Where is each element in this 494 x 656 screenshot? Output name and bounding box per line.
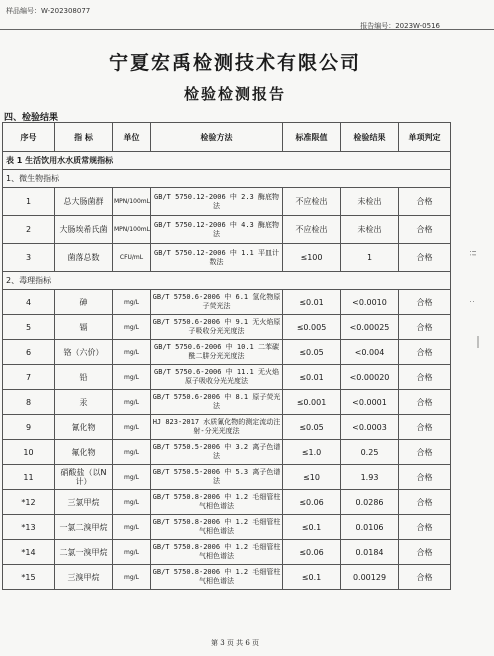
table-row <box>3 244 451 272</box>
verdict: 合格 <box>399 188 451 216</box>
verdict: 合格 <box>399 415 451 440</box>
row-number: 6 <box>3 340 55 365</box>
unit: mg/L <box>113 540 151 565</box>
row-number: 7 <box>3 365 55 390</box>
unit: mg/L <box>113 315 151 340</box>
section-title: 四、检验结果 <box>4 113 59 123</box>
indicator-name: 三溴甲烷 <box>55 565 113 590</box>
table-row <box>3 415 451 440</box>
row-number: 5 <box>3 315 55 340</box>
test-method: GB/T 5750.8-2006 中 1.2 毛细管柱气相色谱法 <box>151 490 283 515</box>
table-title: 表 1 生活饮用水水质常规指标 <box>3 152 451 170</box>
row-number: 9 <box>3 415 55 440</box>
verdict: 合格 <box>399 244 451 272</box>
row-number: 3 <box>3 244 55 272</box>
indicator-name: 总大肠菌群 <box>55 188 113 216</box>
standard-limit: ≤0.005 <box>283 315 341 340</box>
test-method: GB/T 5750.12-2006 中 2.3 酶底物法 <box>151 188 283 216</box>
group-title: 2、毒理指标 <box>3 272 451 290</box>
results-table <box>2 122 451 590</box>
unit: CFU/mL <box>113 244 151 272</box>
standard-limit: ≤100 <box>283 244 341 272</box>
test-method: GB/T 5750.6-2006 中 10.1 二苯碳酰二肼分光光度法 <box>151 340 283 365</box>
verdict: 合格 <box>399 216 451 244</box>
test-result: <0.00020 <box>341 365 399 390</box>
indicator-name: 菌落总数 <box>55 244 113 272</box>
unit: mg/L <box>113 440 151 465</box>
unit: mg/L <box>113 515 151 540</box>
indicator-name: 砷 <box>55 290 113 315</box>
test-result: 0.0184 <box>341 540 399 565</box>
table-row <box>3 365 451 390</box>
table-header-row <box>3 123 451 152</box>
standard-limit: ≤0.05 <box>283 340 341 365</box>
indicator-name: 三氯甲烷 <box>55 490 113 515</box>
verdict: 合格 <box>399 365 451 390</box>
row-number: 10 <box>3 440 55 465</box>
col-header: 标准限值 <box>283 123 341 152</box>
report-number: 报告编号：2023W-0516 <box>360 22 440 30</box>
test-result: 0.0106 <box>341 515 399 540</box>
test-method: GB/T 5750.12-2006 中 1.1 平皿计数法 <box>151 244 283 272</box>
verdict: 合格 <box>399 340 451 365</box>
test-result: <0.004 <box>341 340 399 365</box>
verdict: 合格 <box>399 540 451 565</box>
verdict: 合格 <box>399 465 451 490</box>
unit: MPN/100mL <box>113 216 151 244</box>
unit: MPN/100mL <box>113 188 151 216</box>
verdict: 合格 <box>399 290 451 315</box>
verdict: 合格 <box>399 390 451 415</box>
page-footer: 第 3 页 共 6 页 <box>210 639 260 647</box>
test-method: GB/T 5750.5-2006 中 3.2 离子色谱法 <box>151 440 283 465</box>
standard-limit: ≤1.0 <box>283 440 341 465</box>
table-row <box>3 540 451 565</box>
report-title: 检验检测报告 <box>183 85 286 103</box>
test-result: <0.0010 <box>341 290 399 315</box>
unit: mg/L <box>113 565 151 590</box>
table-row <box>3 465 451 490</box>
indicator-name: 铅 <box>55 365 113 390</box>
test-result: 0.00129 <box>341 565 399 590</box>
table-row <box>3 188 451 216</box>
test-method: GB/T 5750.5-2006 中 5.3 离子色谱法 <box>151 465 283 490</box>
test-result: 0.0286 <box>341 490 399 515</box>
table-row <box>3 440 451 465</box>
table-row <box>3 315 451 340</box>
indicator-name: 硝酸盐（以N计） <box>55 465 113 490</box>
verdict: 合格 <box>399 315 451 340</box>
standard-limit: ≤0.01 <box>283 365 341 390</box>
unit: mg/L <box>113 415 151 440</box>
group-title: 1、微生物指标 <box>3 170 451 188</box>
test-method: GB/T 5750.12-2006 中 4.3 酶底物法 <box>151 216 283 244</box>
row-number: 11 <box>3 465 55 490</box>
table-row <box>3 490 451 515</box>
sample-number: 样品编号：W-202308077 <box>6 7 91 15</box>
unit: mg/L <box>113 490 151 515</box>
unit: mg/L <box>113 390 151 415</box>
test-result: <0.00025 <box>341 315 399 340</box>
svg-text:!!: !! <box>468 250 477 257</box>
indicator-name: 镉 <box>55 315 113 340</box>
table-row <box>3 515 451 540</box>
standard-limit: ≤0.001 <box>283 390 341 415</box>
standard-limit: ≤0.05 <box>283 415 341 440</box>
test-result: 0.25 <box>341 440 399 465</box>
row-number: *15 <box>3 565 55 590</box>
table-row <box>3 340 451 365</box>
indicator-name: 大肠埃希氏菌 <box>55 216 113 244</box>
col-header: 单项判定 <box>399 123 451 152</box>
col-header: 检验结果 <box>341 123 399 152</box>
verdict: 合格 <box>399 565 451 590</box>
col-header: 指 标 <box>55 123 113 152</box>
verdict: 合格 <box>399 440 451 465</box>
row-number: *14 <box>3 540 55 565</box>
row-number: *12 <box>3 490 55 515</box>
test-method: GB/T 5750.8-2006 中 1.2 毛细管柱气相色谱法 <box>151 565 283 590</box>
svg-text::: : <box>468 300 477 303</box>
test-method: GB/T 5750.8-2006 中 1.2 毛细管柱气相色谱法 <box>151 515 283 540</box>
standard-limit: 不应检出 <box>283 216 341 244</box>
standard-limit: ≤10 <box>283 465 341 490</box>
unit: mg/L <box>113 365 151 390</box>
row-number: 1 <box>3 188 55 216</box>
test-method: GB/T 5750.8-2006 中 1.2 毛细管柱气相色谱法 <box>151 540 283 565</box>
test-method: GB/T 5750.6-2006 中 8.1 原子荧光法 <box>151 390 283 415</box>
indicator-name: 汞 <box>55 390 113 415</box>
col-header: 序号 <box>3 123 55 152</box>
test-result: 未检出 <box>341 188 399 216</box>
row-number: *13 <box>3 515 55 540</box>
indicator-name: 氰化物 <box>55 415 113 440</box>
test-result: <0.0001 <box>341 390 399 415</box>
row-number: 2 <box>3 216 55 244</box>
table-row <box>3 290 451 315</box>
unit: mg/L <box>113 340 151 365</box>
indicator-name: 铬（六价） <box>55 340 113 365</box>
test-result: 1 <box>341 244 399 272</box>
indicator-name: 二氯一溴甲烷 <box>55 540 113 565</box>
verdict: 合格 <box>399 515 451 540</box>
table-row <box>3 390 451 415</box>
row-number: 4 <box>3 290 55 315</box>
unit: mg/L <box>113 465 151 490</box>
test-method: HJ 823-2017 水质氰化物的测定流动注射-分光光度法 <box>151 415 283 440</box>
standard-limit: ≤0.01 <box>283 290 341 315</box>
verdict: 合格 <box>399 490 451 515</box>
test-method: GB/T 5750.6-2006 中 11.1 无火焰原子吸收分光光度法 <box>151 365 283 390</box>
organization-name: 宁夏宏禹检测技术有限公司 <box>108 52 361 74</box>
test-result: 1.93 <box>341 465 399 490</box>
unit: mg/L <box>113 290 151 315</box>
header-divider <box>0 29 494 30</box>
indicator-name: 一氯二溴甲烷 <box>55 515 113 540</box>
margin-marks <box>466 240 490 360</box>
table-row <box>3 565 451 590</box>
standard-limit: ≤0.1 <box>283 565 341 590</box>
row-number: 8 <box>3 390 55 415</box>
standard-limit: ≤0.06 <box>283 540 341 565</box>
indicator-name: 氟化物 <box>55 440 113 465</box>
test-result: <0.0003 <box>341 415 399 440</box>
standard-limit: 不应检出 <box>283 188 341 216</box>
standard-limit: ≤0.1 <box>283 515 341 540</box>
test-method: GB/T 5750.6-2006 中 6.1 氢化物原子荧光法 <box>151 290 283 315</box>
col-header: 单位 <box>113 123 151 152</box>
standard-limit: ≤0.06 <box>283 490 341 515</box>
test-method: GB/T 5750.6-2006 中 9.1 无火焰原子吸收分光光度法 <box>151 315 283 340</box>
table-row <box>3 216 451 244</box>
test-result: 未检出 <box>341 216 399 244</box>
col-header: 检验方法 <box>151 123 283 152</box>
